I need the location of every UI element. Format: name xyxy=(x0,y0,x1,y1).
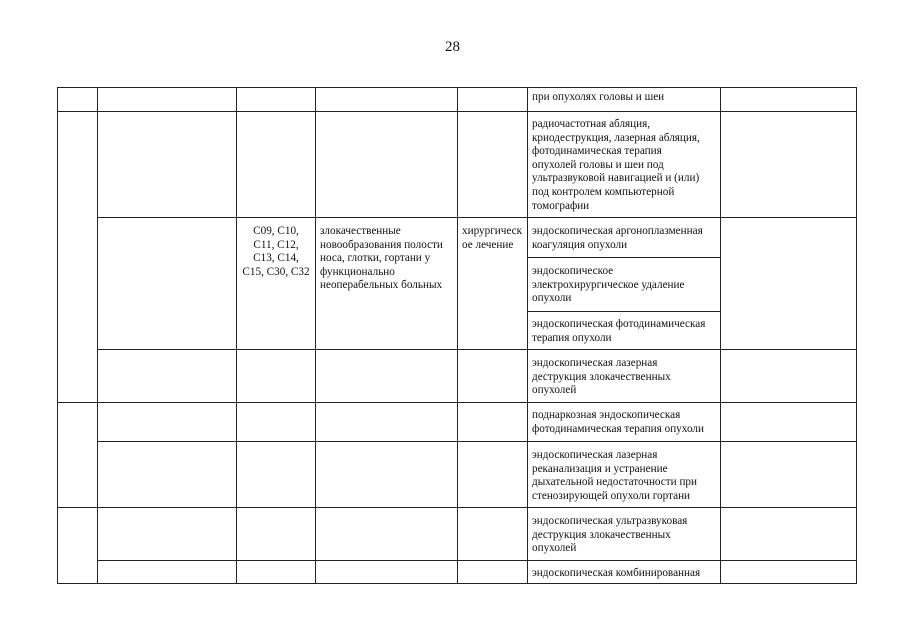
row4-col-cost xyxy=(721,350,857,403)
treatment-type: хирургическ ое лечение xyxy=(462,225,523,251)
row4-col-profile xyxy=(98,350,237,403)
row5-col-diagnosis xyxy=(316,403,458,442)
row2-col-method xyxy=(528,112,721,218)
row4-col-method xyxy=(528,350,721,403)
icd-codes: C09, C10, C11, C12, C13, C14, C15, C30, C32 xyxy=(242,225,310,278)
method-text: эндоскопическая ультразвуковая деструкция злокачественных опухолей xyxy=(532,515,688,555)
diagnosis-text: злокачественные новообразования полости носа, глотки, гортани у функционально неоперабельных больных xyxy=(320,225,443,292)
method-text: эндоскопическая фотодинамическая терапия опухоли xyxy=(532,318,706,344)
row8-col-method xyxy=(528,561,721,584)
row-group-b-col-number xyxy=(58,403,98,508)
row3-col-treatment xyxy=(458,218,528,350)
row7-col-profile xyxy=(98,508,237,561)
row1-col-treatment xyxy=(458,88,528,112)
row5-col-codes xyxy=(237,403,316,442)
row3-col-codes xyxy=(237,218,316,350)
row2-col-profile xyxy=(98,112,237,218)
method-text: эндоскопическое электрохирургическое удаление опухоли xyxy=(532,265,685,305)
row6-col-treatment xyxy=(458,442,528,508)
row6-col-cost xyxy=(721,442,857,508)
row2-col-diagnosis xyxy=(316,112,458,218)
row7-col-treatment xyxy=(458,508,528,561)
row5-col-method xyxy=(528,403,721,442)
row7-col-codes xyxy=(237,508,316,561)
row8-col-cost xyxy=(721,561,857,584)
row3-method-2 xyxy=(528,258,721,312)
method-text: эндоскопическая аргоноплазменная коагуляция опухоли xyxy=(532,225,703,251)
row8-col-treatment xyxy=(458,561,528,584)
row7-col-method xyxy=(528,508,721,561)
row8-col-codes xyxy=(237,561,316,584)
row4-col-treatment xyxy=(458,350,528,403)
method-text: радиочастотная абляция, криодеструкция, лазерная абляция, фотодинамическая терапия опухолей головы и шеи под ультразвуковой навигацией и (или) под контролем компьютерной томографии xyxy=(532,118,700,212)
row1-col-method xyxy=(528,88,721,112)
row3-col-cost xyxy=(721,218,857,350)
row5-col-cost xyxy=(721,403,857,442)
row5-col-profile xyxy=(98,403,237,442)
row2-col-codes xyxy=(237,112,316,218)
method-text: эндоскопическая комбинированная xyxy=(532,567,701,579)
row2-col-treatment xyxy=(458,112,528,218)
row4-col-codes xyxy=(237,350,316,403)
row1-col-cost xyxy=(721,88,857,112)
row1-col-codes xyxy=(237,88,316,112)
row6-col-profile xyxy=(98,442,237,508)
row3-method-1 xyxy=(528,218,721,258)
row4-col-diagnosis xyxy=(316,350,458,403)
row3-col-diagnosis xyxy=(316,218,458,350)
row-group-a-col-number xyxy=(58,112,98,403)
method-text: эндоскопическая лазерная деструкция злокачественных опухолей xyxy=(532,357,671,397)
method-text: эндоскопическая лазерная реканализация и устранение дыхательной недостаточности при стенозирующей опухоли гортани xyxy=(532,449,698,502)
method-text: поднаркозная эндоскопическая фотодинамическая терапия опухоли xyxy=(532,409,704,435)
row1-col-diagnosis xyxy=(316,88,458,112)
row5-col-treatment xyxy=(458,403,528,442)
row3-col-profile xyxy=(98,218,237,350)
row3-method-3 xyxy=(528,312,721,350)
row8-col-diagnosis xyxy=(316,561,458,584)
row1-col-number xyxy=(58,88,98,112)
row-group-c-col-number xyxy=(58,508,98,584)
row6-col-diagnosis xyxy=(316,442,458,508)
method-text: при опухолях головы и шеи xyxy=(532,91,665,103)
row1-col-profile xyxy=(98,88,237,112)
row8-col-profile xyxy=(98,561,237,584)
medical-care-table xyxy=(57,87,857,584)
row7-col-cost xyxy=(721,508,857,561)
page-number: 28 xyxy=(445,39,460,55)
row6-col-codes xyxy=(237,442,316,508)
row6-col-method xyxy=(528,442,721,508)
row7-col-diagnosis xyxy=(316,508,458,561)
row2-col-cost xyxy=(721,112,857,218)
